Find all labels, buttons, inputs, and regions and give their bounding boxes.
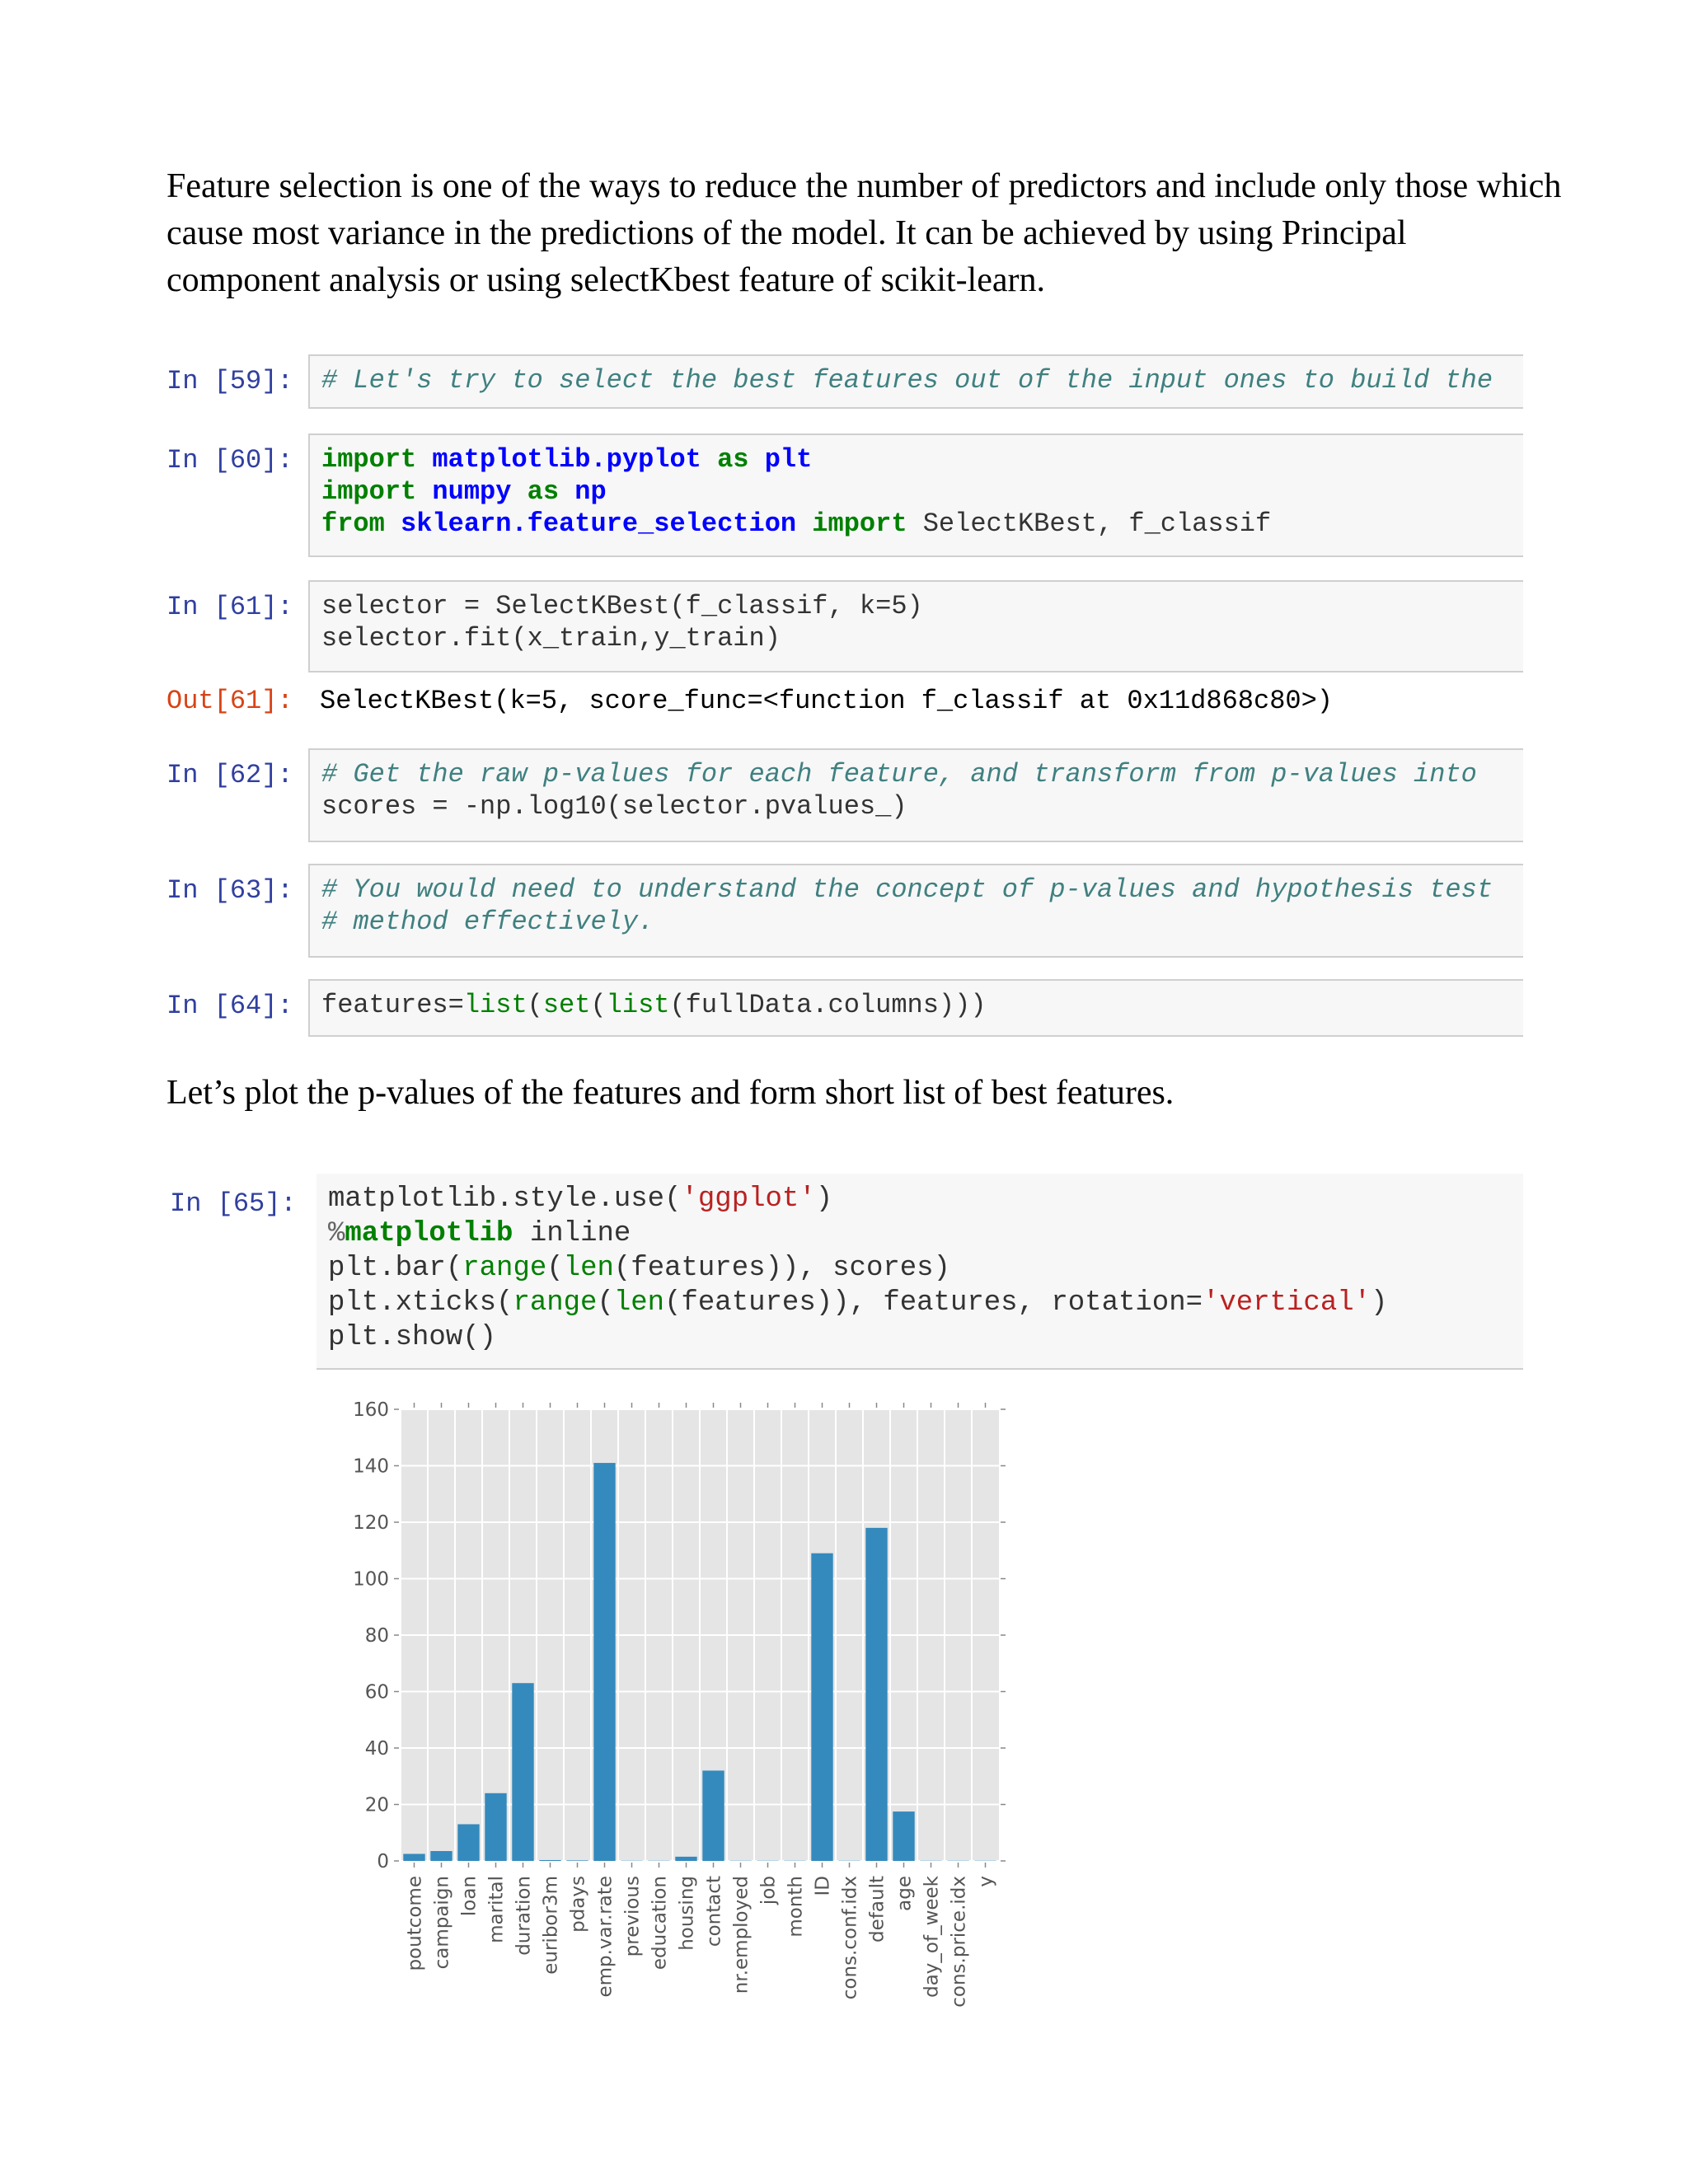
import-names: SelectKBest, f_classif: [922, 509, 1272, 539]
x-tick-label: poutcome: [404, 1876, 426, 1971]
code-text: features=: [321, 990, 464, 1020]
cell-prompt: In [59]:: [166, 366, 293, 396]
cell-prompt: In [64]:: [166, 991, 293, 1021]
code-cell-63[interactable]: [166, 864, 1523, 958]
x-tick-label: campaign: [431, 1876, 453, 1970]
code-text: ): [1371, 1287, 1388, 1319]
bar-duration: [512, 1683, 533, 1861]
module-name: matplotlib.pyplot: [432, 444, 701, 475]
code-input[interactable]: [308, 864, 1523, 958]
builtin: list: [606, 990, 670, 1020]
code-text: (features)), scores): [613, 1253, 950, 1284]
cell-output: SelectKBest(k=5, score_func=<function f_classif at 0x11d868c80>): [320, 686, 1333, 716]
bar-chart: [318, 1385, 1093, 2027]
code-cell-60[interactable]: [166, 434, 1523, 557]
x-tick-label: default: [866, 1876, 889, 1943]
bar-poutcome: [403, 1854, 424, 1861]
x-tick-label: previous: [621, 1876, 644, 1957]
code-comment: # Let's try to select the best features out of the input ones to build the: [321, 365, 1493, 396]
code-text: (: [527, 990, 543, 1020]
x-tick-label: job: [757, 1876, 780, 1905]
module-name: sklearn.feature_selection: [401, 509, 797, 539]
x-tick-label: age: [893, 1876, 916, 1911]
y-tick-label: 160: [353, 1399, 389, 1421]
x-tick-label: duration: [513, 1876, 535, 1956]
x-tick-label: month: [785, 1876, 807, 1938]
keyword: import: [321, 444, 417, 475]
builtin: len: [563, 1253, 614, 1284]
y-tick-label: 100: [353, 1568, 389, 1591]
y-tick-label: 0: [377, 1851, 389, 1872]
x-tick-label: emp.var.rate: [594, 1876, 617, 1998]
x-tick-label: nr.employed: [730, 1876, 753, 1994]
y-tick-label: 60: [364, 1681, 389, 1704]
code-line: selector.fit(x_train,y_train): [321, 623, 781, 654]
y-tick-label: 80: [364, 1625, 389, 1647]
code-input[interactable]: [308, 748, 1523, 842]
bar-age: [893, 1811, 914, 1861]
builtin: set: [542, 990, 591, 1020]
code-comment: # You would need to understand the concept of p-values and hypothesis test: [321, 874, 1493, 905]
bar-emp.var.rate: [593, 1463, 615, 1861]
code-text: plt.xticks(: [328, 1287, 513, 1319]
cell-prompt: In [61]:: [166, 592, 293, 622]
builtin: range: [513, 1287, 598, 1319]
x-tick-label: euribor3m: [540, 1876, 562, 1975]
x-tick-label: marital: [485, 1876, 508, 1943]
intro-paragraph: Feature selection is one of the ways to reduce the number of predictors and include only those which cause most variance in the predictions of the model. It can be achieved by using Principal component analysis or using selectKbest feature of scikit-learn.: [166, 167, 1562, 299]
x-tick-label: loan: [458, 1876, 481, 1917]
string-literal: 'vertical': [1203, 1287, 1372, 1319]
builtin: list: [463, 990, 528, 1020]
code-cell-65[interactable]: [166, 1174, 1523, 1371]
x-tick-label: pdays: [567, 1876, 589, 1933]
module-alias: np: [574, 476, 607, 507]
cell-prompt: In [60]:: [166, 445, 293, 476]
bar-contact: [702, 1770, 724, 1861]
keyword: import: [321, 476, 417, 507]
cell-prompt: In [62]:: [166, 760, 293, 790]
bar-marital: [485, 1793, 506, 1861]
x-tick-label: day_of_week: [921, 1876, 943, 1998]
module-name: numpy: [432, 476, 512, 507]
code-cell-61[interactable]: [166, 580, 1523, 729]
bar-ID: [811, 1554, 832, 1861]
code-comment: # method effectively.: [321, 907, 654, 937]
code-text: matplotlib.style.use(: [328, 1183, 682, 1215]
bar-loan: [457, 1824, 479, 1861]
cell-prompt: In [65]:: [170, 1188, 297, 1219]
y-tick-label: 120: [353, 1512, 389, 1534]
output-prompt: Out[61]:: [166, 686, 293, 716]
code-text: (features)), features, rotation=: [664, 1287, 1203, 1319]
code-text: (: [590, 990, 607, 1020]
code-line: selector = SelectKBest(f_classif, k=5): [321, 591, 923, 621]
x-tick-label: cons.price.idx: [948, 1876, 970, 2008]
code-input[interactable]: [308, 354, 1523, 409]
y-tick-label: 20: [364, 1794, 389, 1816]
bar-chart-output: [318, 1385, 1093, 2027]
code-text: plt.show(): [328, 1322, 497, 1353]
string-literal: 'ggplot': [681, 1183, 816, 1215]
code-cell-64[interactable]: [166, 979, 1523, 1037]
code-cell-62[interactable]: [166, 748, 1523, 842]
builtin: len: [613, 1287, 665, 1319]
code-text: (: [546, 1253, 564, 1284]
keyword: as: [527, 476, 560, 507]
y-tick-label: 40: [364, 1738, 389, 1760]
keyword: from: [321, 509, 385, 539]
bar-pdays: [566, 1860, 588, 1861]
plot-paragraph: Let’s plot the p-values of the features and form short list of best features.: [166, 1074, 1175, 1112]
bar-housing: [675, 1857, 696, 1861]
code-text: (: [597, 1287, 614, 1319]
code-text: (fullData.columns))): [669, 990, 987, 1020]
bar-campaign: [430, 1851, 452, 1861]
code-text: inline: [513, 1218, 631, 1249]
code-text: ): [815, 1183, 833, 1215]
y-tick-label: 140: [353, 1455, 389, 1478]
code-cell-59[interactable]: [166, 354, 1523, 409]
code-text: %: [328, 1218, 345, 1249]
code-input[interactable]: [308, 580, 1523, 673]
x-tick-label: contact: [703, 1876, 725, 1947]
code-input[interactable]: [308, 979, 1523, 1037]
x-tick-label: cons.conf.idx: [839, 1876, 861, 2000]
x-tick-label: housing: [676, 1876, 698, 1951]
code-input[interactable]: [316, 1174, 1523, 1370]
keyword: matplotlib: [345, 1218, 513, 1249]
builtin: range: [462, 1253, 547, 1284]
bar-euribor3m: [539, 1860, 560, 1861]
keyword: as: [717, 444, 749, 475]
x-tick-label: ID: [812, 1876, 834, 1896]
keyword: import: [812, 509, 907, 539]
bar-default: [865, 1528, 887, 1861]
module-alias: plt: [764, 444, 813, 475]
x-tick-label: y: [975, 1876, 997, 1887]
code-line: scores = -np.log10(selector.pvalues_): [321, 791, 907, 822]
code-text: plt.bar(: [328, 1253, 463, 1284]
x-tick-label: education: [649, 1876, 671, 1971]
code-input[interactable]: [308, 434, 1523, 557]
code-comment: # Get the raw p-values for each feature, and transform from p-values into: [321, 759, 1477, 790]
cell-prompt: In [63]:: [166, 875, 293, 906]
